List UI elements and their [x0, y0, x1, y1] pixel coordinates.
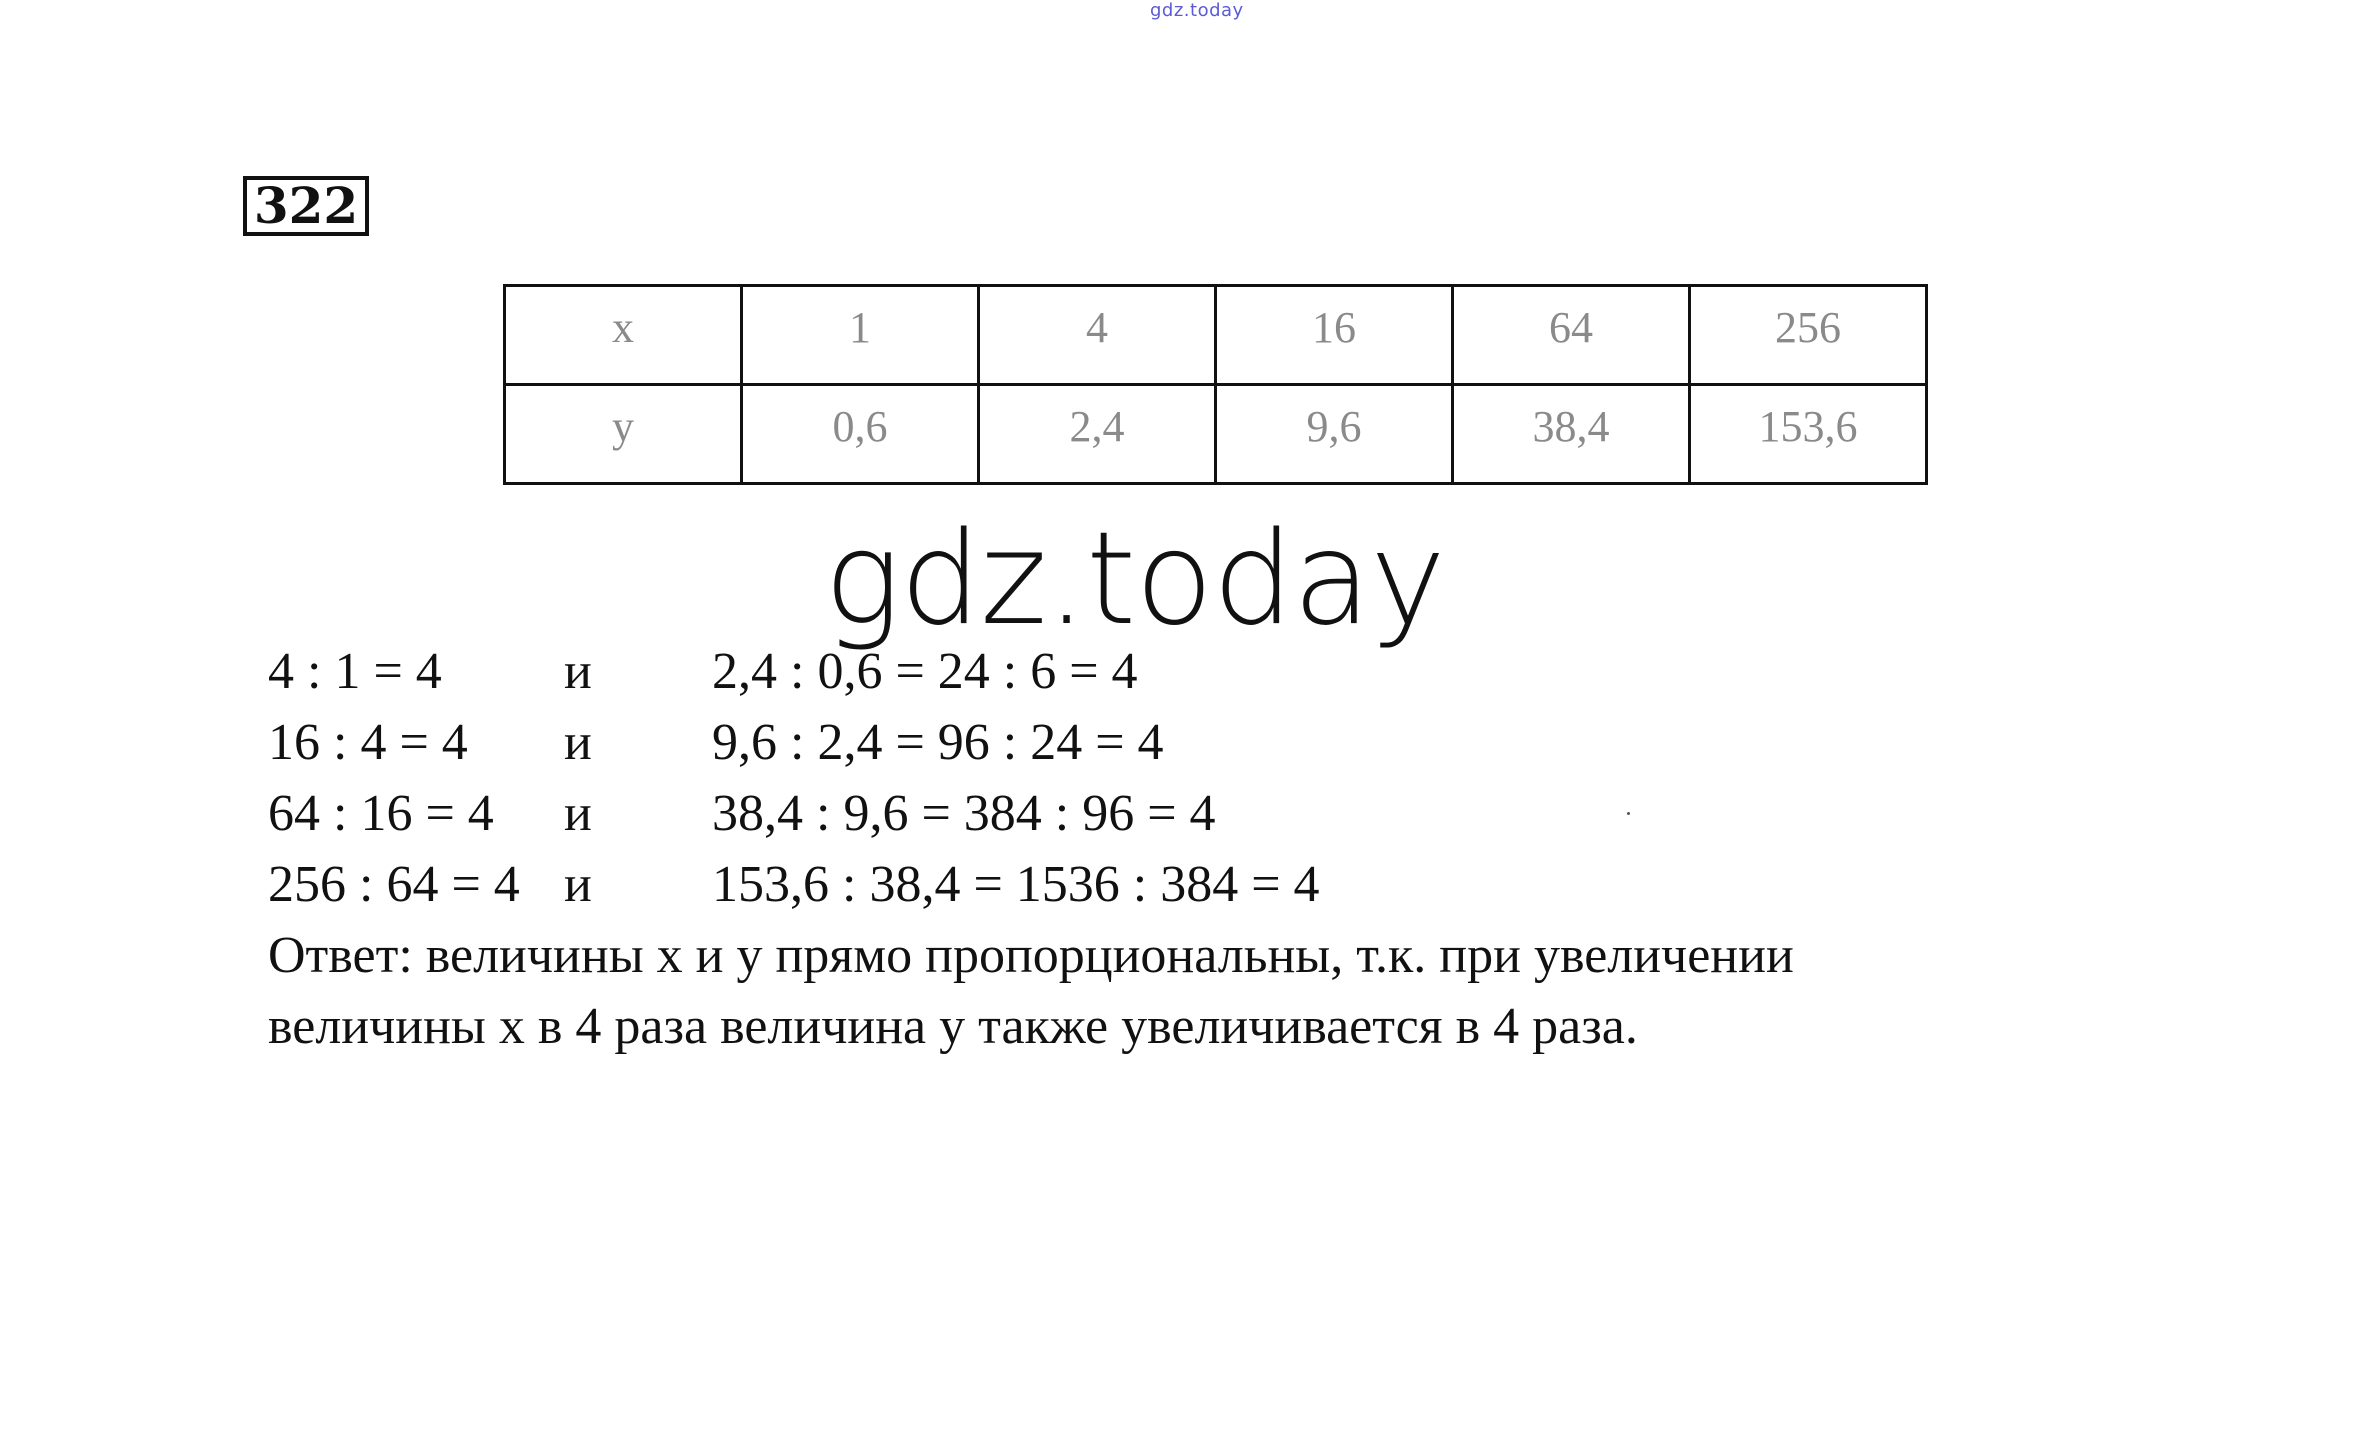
table-cell: 2,4: [979, 385, 1216, 484]
table-row-x: [505, 286, 1927, 385]
table-cell: 153,6: [1690, 385, 1927, 484]
equation-row: [268, 636, 1794, 707]
task-number-box: 322: [243, 176, 369, 236]
solution-block: [268, 636, 1794, 1062]
center-watermark: gdz.today: [824, 505, 1445, 654]
equation-row: [268, 849, 1794, 920]
conjunction: и: [564, 785, 592, 842]
table-cell: 9,6: [1216, 385, 1453, 484]
answer-line-1: Ответ: величины х и у прямо пропорциональны, т.к. при увеличении: [268, 927, 1794, 984]
ratio-x: 256 : 64 = 4: [268, 856, 520, 913]
equation-row: [268, 707, 1794, 778]
conjunction: и: [564, 856, 592, 913]
ratio-x: 4 : 1 = 4: [268, 643, 442, 700]
conjunction: и: [564, 643, 592, 700]
table-cell: 16: [1216, 286, 1453, 385]
table-cell: x: [505, 286, 742, 385]
top-watermark: gdz.today: [1150, 0, 1244, 21]
table-cell: 0,6: [742, 385, 979, 484]
equation-row: [268, 778, 1794, 849]
table-row-y: [505, 385, 1927, 484]
table-cell: 256: [1690, 286, 1927, 385]
ratio-x: 64 : 16 = 4: [268, 785, 494, 842]
table-cell: 38,4: [1453, 385, 1690, 484]
scan-speck: [1627, 812, 1630, 815]
ratio-x: 16 : 4 = 4: [268, 714, 468, 771]
table-cell: 1: [742, 286, 979, 385]
table-cell: 64: [1453, 286, 1690, 385]
ratio-y: 38,4 : 9,6 = 384 : 96 = 4: [712, 785, 1216, 842]
ratio-y: 2,4 : 0,6 = 24 : 6 = 4: [712, 643, 1138, 700]
value-table: [503, 284, 1928, 485]
table-cell: y: [505, 385, 742, 484]
answer-line-2: величины х в 4 раза величина у также увеличивается в 4 раза.: [268, 998, 1638, 1055]
ratio-y: 9,6 : 2,4 = 96 : 24 = 4: [712, 714, 1164, 771]
conjunction: и: [564, 714, 592, 771]
ratio-y: 153,6 : 38,4 = 1536 : 384 = 4: [712, 856, 1320, 913]
table-cell: 4: [979, 286, 1216, 385]
